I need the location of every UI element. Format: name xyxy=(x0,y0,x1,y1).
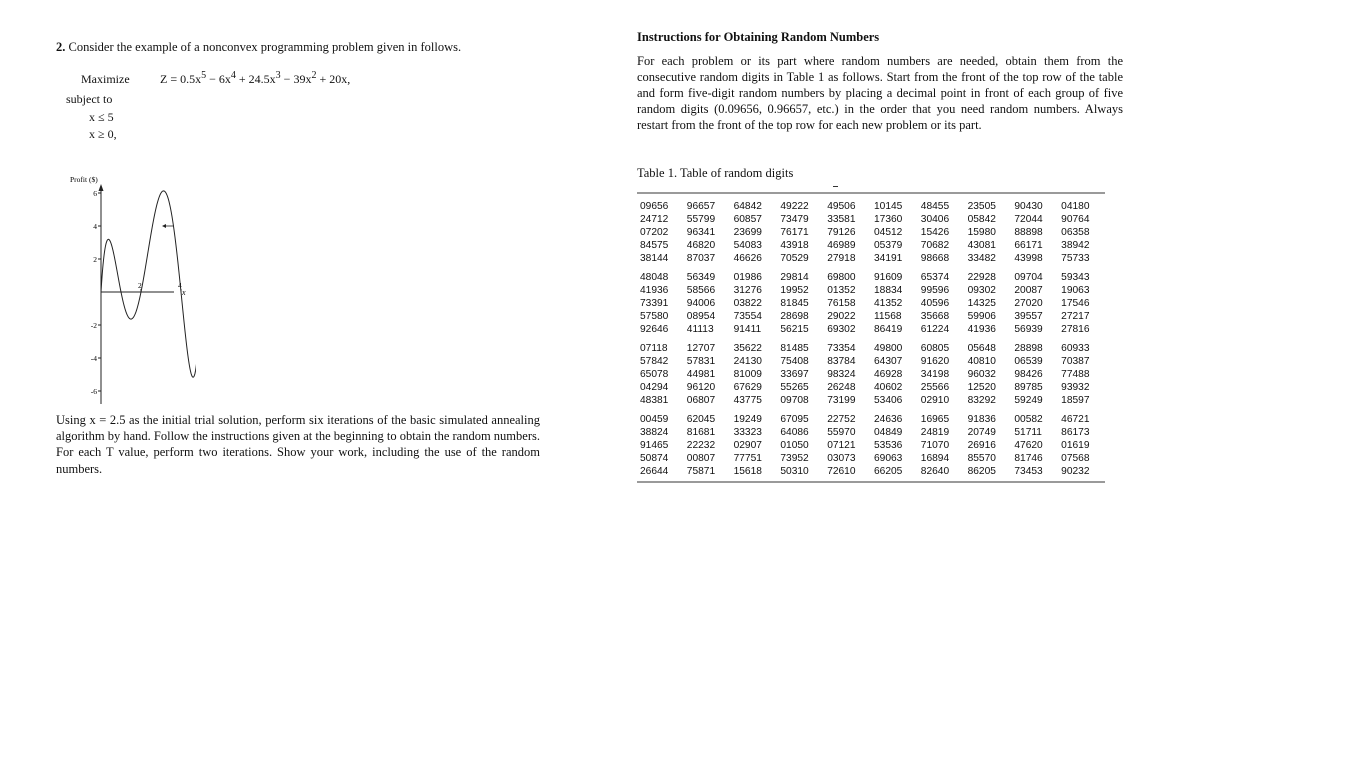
digits-grid xyxy=(637,200,1105,478)
table-cell: 67095 xyxy=(780,414,809,425)
table-cell: 04180 xyxy=(1061,201,1090,212)
y-ticks xyxy=(91,189,101,396)
table-cell: 00459 xyxy=(640,414,669,425)
table-cell: 83784 xyxy=(827,356,856,367)
x-axis-label: x xyxy=(182,288,186,297)
table-cell: 51711 xyxy=(1014,427,1042,438)
table-cell: 49506 xyxy=(827,201,856,212)
table-cell: 07121 xyxy=(827,440,856,451)
table-row xyxy=(637,426,1105,439)
table-row xyxy=(637,323,1105,336)
table-cell: 43081 xyxy=(967,240,996,251)
table-cell: 64086 xyxy=(780,427,809,438)
table-cell: 28698 xyxy=(780,311,809,322)
table-cell: 55799 xyxy=(686,214,716,225)
table-cell: 73453 xyxy=(1014,466,1043,477)
table-cell: 93932 xyxy=(1061,382,1090,393)
table-cell: 49800 xyxy=(873,343,903,354)
table-cell: 08954 xyxy=(686,311,716,322)
y-tick-label: -2 xyxy=(90,321,97,330)
table-cell: 91620 xyxy=(920,356,950,367)
table-cell: 16965 xyxy=(920,414,950,425)
y-axis-arrow-icon xyxy=(99,184,104,191)
profit-curve xyxy=(101,191,196,377)
table-cell: 50874 xyxy=(640,453,669,464)
table-cell: 12520 xyxy=(967,382,996,393)
table-cell: 22928 xyxy=(967,272,996,283)
table-cell: 19952 xyxy=(780,285,809,296)
table-cell: 49222 xyxy=(780,201,809,212)
table-cell: 81845 xyxy=(780,298,809,309)
table-rule-top xyxy=(637,192,1105,194)
table-cell: 09656 xyxy=(640,201,669,212)
table-cell: 43918 xyxy=(780,240,809,251)
table-cell: 26248 xyxy=(827,382,856,393)
table-cell: 35622 xyxy=(733,343,762,354)
subject-to-label: subject to xyxy=(66,92,113,106)
table-cell: 17360 xyxy=(873,214,903,225)
table-cell: 31276 xyxy=(733,285,762,296)
table-cell: 00807 xyxy=(686,453,716,464)
table-cell: 06807 xyxy=(686,395,716,406)
instructions-title: Instructions for Obtaining Random Numbers xyxy=(637,30,880,44)
table-cell: 98426 xyxy=(1014,369,1043,380)
table-cell: 02907 xyxy=(733,440,762,451)
x-ticks xyxy=(138,281,182,292)
left-column xyxy=(56,38,546,476)
table-cell: 20087 xyxy=(1014,285,1043,296)
table-row xyxy=(637,213,1105,226)
table-caption: Table 1. Table of random digits xyxy=(637,166,794,180)
table-cell: 47620 xyxy=(1014,440,1043,451)
table-cell: 69800 xyxy=(827,272,856,283)
table-cell: 73391 xyxy=(640,298,669,309)
table-cell: 34198 xyxy=(920,369,950,380)
table-cell: 46626 xyxy=(733,253,762,264)
table-cell: 85570 xyxy=(967,453,996,464)
table-cell: 75871 xyxy=(686,466,716,477)
table-row xyxy=(637,452,1105,465)
table-cell: 76171 xyxy=(780,227,809,238)
table-cell: 57580 xyxy=(640,311,669,322)
table-cell: 56349 xyxy=(686,272,716,283)
table-cell: 86419 xyxy=(873,324,903,335)
table-cell: 48455 xyxy=(920,201,950,212)
task-paragraph xyxy=(56,412,540,477)
profit-graph xyxy=(56,174,196,410)
table-cell: 96120 xyxy=(686,382,716,393)
table-cell: 38144 xyxy=(640,253,669,264)
table-cell: 04512 xyxy=(873,227,903,238)
table-cell: 40602 xyxy=(873,382,903,393)
table-cell: 22232 xyxy=(686,440,716,451)
table-cell: 33323 xyxy=(733,427,762,438)
table-cell: 15426 xyxy=(920,227,950,238)
y-tick-label: -6 xyxy=(90,387,97,396)
table-cell: 73199 xyxy=(827,395,856,406)
table-cell: 41936 xyxy=(967,324,996,335)
table-cell: 09704 xyxy=(1014,272,1043,283)
table-cell: 48048 xyxy=(640,272,669,283)
table-cell: 33581 xyxy=(827,214,856,225)
table-cell: 91411 xyxy=(733,324,762,335)
table-row xyxy=(637,271,1105,284)
table-cell: 72610 xyxy=(827,466,856,477)
table-cell: 29814 xyxy=(780,272,809,283)
table-cell: 18597 xyxy=(1061,395,1090,406)
table-cell: 94006 xyxy=(686,298,716,309)
table-cell: 24636 xyxy=(873,414,903,425)
table-cell: 81009 xyxy=(733,369,762,380)
table-cell: 26916 xyxy=(967,440,996,451)
table-row xyxy=(637,297,1105,310)
table-cell: 22752 xyxy=(827,414,856,425)
table-cell: 77751 xyxy=(733,453,762,464)
table-cell: 09708 xyxy=(780,395,809,406)
table-cell: 96032 xyxy=(967,369,996,380)
table-cell: 01619 xyxy=(1061,440,1090,451)
table-cell: 19249 xyxy=(733,414,762,425)
table-row xyxy=(637,310,1105,323)
table-cell: 91465 xyxy=(640,440,669,451)
table-cell: 19063 xyxy=(1061,285,1090,296)
table-cell: 38942 xyxy=(1061,240,1090,251)
y-tick-label: -4 xyxy=(90,354,97,363)
table-cell: 25566 xyxy=(920,382,950,393)
table-cell: 48381 xyxy=(640,395,669,406)
table-row xyxy=(637,368,1105,381)
table-cell: 90430 xyxy=(1014,201,1043,212)
table-cell: 91609 xyxy=(873,272,903,283)
table-cell: 98668 xyxy=(920,253,950,264)
table-cell: 73479 xyxy=(780,214,809,225)
table-cell: 61224 xyxy=(920,324,950,335)
y-tick-label: 2 xyxy=(93,255,97,264)
table-cell: 40596 xyxy=(920,298,950,309)
table-cell: 57831 xyxy=(686,356,716,367)
table-cell: 02910 xyxy=(920,395,950,406)
table-cell: 64842 xyxy=(733,201,762,212)
table-row xyxy=(637,342,1105,355)
table-cell: 56939 xyxy=(1014,324,1043,335)
table-row xyxy=(637,381,1105,394)
table-cell: 82640 xyxy=(920,466,950,477)
table-cell: 60805 xyxy=(920,343,950,354)
table-cell: 12707 xyxy=(686,343,716,354)
table-row xyxy=(637,226,1105,239)
table-row xyxy=(637,252,1105,265)
table-cell: 41113 xyxy=(686,324,714,335)
table-cell: 54083 xyxy=(733,240,762,251)
y-axis-label: Profit ($) xyxy=(70,175,98,184)
table-cell: 16894 xyxy=(920,453,950,464)
table-cell: 34191 xyxy=(873,253,903,264)
table-cell: 62045 xyxy=(686,414,716,425)
table-cell: 70529 xyxy=(780,253,809,264)
y-tick-label: 6 xyxy=(93,189,97,198)
table-cell: 76158 xyxy=(827,298,856,309)
table-cell: 59906 xyxy=(967,311,996,322)
table-cell: 88898 xyxy=(1014,227,1043,238)
table-cell: 39557 xyxy=(1014,311,1043,322)
task-text-body: x = 2.5 as the initial trial solution, perform six iterations of the basic simulated annealing algorithm by hand. Follow the instructions given at the beginning to obtain the random numbers. For each T value, perform two iterations. Show your work, including the use of the random numbers. xyxy=(56,413,541,476)
random-digits-table xyxy=(637,192,1105,483)
table-cell: 01050 xyxy=(780,440,809,451)
table-cell: 70682 xyxy=(920,240,950,251)
table-cell: 15618 xyxy=(733,466,762,477)
table-cell: 75733 xyxy=(1061,253,1090,264)
table-cell: 33697 xyxy=(780,369,809,380)
table-cell: 40810 xyxy=(967,356,996,367)
table-cell: 57842 xyxy=(640,356,669,367)
table-cell: 89785 xyxy=(1014,382,1043,393)
table-cell: 66205 xyxy=(873,466,903,477)
table-row xyxy=(637,439,1105,452)
table-cell: 58566 xyxy=(686,285,716,296)
table-cell: 18834 xyxy=(873,285,903,296)
table-cell: 77488 xyxy=(1061,369,1090,380)
table-cell: 60933 xyxy=(1061,343,1090,354)
table-cell: 35668 xyxy=(920,311,950,322)
table-cell: 43998 xyxy=(1014,253,1043,264)
table-cell: 53536 xyxy=(873,440,903,451)
table-cell: 05648 xyxy=(967,343,996,354)
table-cell: 60857 xyxy=(733,214,762,225)
table-cell: 91836 xyxy=(967,414,996,425)
table-cell: 69302 xyxy=(827,324,856,335)
table-cell: 86205 xyxy=(967,466,996,477)
table-cell: 03073 xyxy=(827,453,856,464)
table-cell: 84575 xyxy=(640,240,669,251)
table-cell: 23699 xyxy=(733,227,762,238)
table-cell: 55265 xyxy=(780,382,809,393)
table-cell: 66171 xyxy=(1014,240,1043,251)
maximize-label: Maximize xyxy=(81,72,130,86)
table-cell: 70387 xyxy=(1061,356,1090,367)
table-cell: 90764 xyxy=(1061,214,1090,225)
problem-text: Consider the example of a nonconvex programming problem given in follows. xyxy=(68,40,462,54)
table-cell: 06539 xyxy=(1014,356,1043,367)
table-cell: 79126 xyxy=(827,227,856,238)
table-row xyxy=(637,284,1105,297)
table-cell: 27918 xyxy=(827,253,856,264)
table-cell: 71070 xyxy=(920,440,950,451)
table-cell: 07568 xyxy=(1061,453,1090,464)
table-row xyxy=(637,200,1105,213)
table-cell: 09302 xyxy=(967,285,996,296)
table-cell: 65078 xyxy=(640,369,669,380)
table-cell: 07202 xyxy=(640,227,669,238)
pointer-arrow-icon xyxy=(162,224,166,228)
table-cell: 59343 xyxy=(1061,272,1090,283)
table-row xyxy=(637,465,1105,478)
objective-row xyxy=(81,70,350,87)
table-cell: 28898 xyxy=(1014,343,1043,354)
table-cell: 07118 xyxy=(640,343,668,354)
table-cell: 53406 xyxy=(873,395,903,406)
table-cell: 67629 xyxy=(733,382,762,393)
table-cell: 17546 xyxy=(1061,298,1090,309)
table-cell: 75408 xyxy=(780,356,809,367)
table-cell: 24819 xyxy=(920,427,950,438)
table-cell: 99596 xyxy=(920,285,950,296)
table-cell: 29022 xyxy=(827,311,856,322)
table-cell: 65374 xyxy=(920,272,950,283)
objective-function: $Z = 0.5x^5 - 6x^4 + 24.5x^3 - 39x^2 + 20x$, xyxy=(160,70,351,86)
table-cell: 23505 xyxy=(967,201,996,212)
right-column xyxy=(637,30,1123,477)
table-cell: 86173 xyxy=(1061,427,1090,438)
table-cell: 27020 xyxy=(1014,298,1043,309)
table-cell: 96657 xyxy=(686,201,716,212)
x-tick-label: 4 xyxy=(178,281,182,290)
task-text-lead: Using xyxy=(56,413,86,427)
table-cell: 44981 xyxy=(686,369,716,380)
table-cell: 90232 xyxy=(1061,466,1090,477)
table-cell: 24130 xyxy=(733,356,762,367)
table-cell: 26644 xyxy=(640,466,669,477)
problem-statement xyxy=(56,38,546,56)
table-cell: 20749 xyxy=(967,427,996,438)
table-cell: 05379 xyxy=(873,240,903,251)
table-cell: 30406 xyxy=(920,214,950,225)
table-cell: 64307 xyxy=(873,356,903,367)
table-cell: 83292 xyxy=(967,395,996,406)
table-cell: 41352 xyxy=(873,298,903,309)
table-row xyxy=(637,413,1105,426)
table-cell: 14325 xyxy=(967,298,996,309)
table-cell: 04849 xyxy=(873,427,903,438)
table-cell: 81746 xyxy=(1014,453,1043,464)
table-cell: 41936 xyxy=(640,285,669,296)
table-cell: 43775 xyxy=(733,395,762,406)
x-tick-label: 2 xyxy=(138,281,142,290)
table-cell: 11568 xyxy=(873,311,902,322)
table-cell: 01352 xyxy=(827,285,856,296)
instructions-body: For each problem or its part where random numbers are needed, obtain them from the consecutive random digits in Table 1 as follows. Start from the front of the top row of the table and form five-digit random numbers by placing a decimal point in front of each group of five random digits (0.09656, 0.96657, etc.) in the order that you need random numbers. Always restart from the front of the top row for each new problem or its part. xyxy=(637,54,1123,132)
table-rule-bottom xyxy=(637,481,1105,483)
table-cell: 56215 xyxy=(780,324,809,335)
table-cell: 04294 xyxy=(640,382,669,393)
table-cell: 46721 xyxy=(1061,414,1090,425)
table-cell: 69063 xyxy=(873,453,903,464)
table-cell: 05842 xyxy=(967,214,996,225)
table-cell: 03822 xyxy=(733,298,762,309)
problem-number: 2. xyxy=(56,40,66,54)
table-cell: 59249 xyxy=(1014,395,1043,406)
table-cell: 87037 xyxy=(686,253,716,264)
table-cell: 27217 xyxy=(1061,311,1090,322)
constraint-lower: x ≥ 0, xyxy=(89,127,117,141)
table-cell: 81681 xyxy=(686,427,716,438)
table-cell: 73554 xyxy=(733,311,762,322)
table-cell: 06358 xyxy=(1061,227,1090,238)
table-cell: 73952 xyxy=(780,453,809,464)
table-cell: 92646 xyxy=(640,324,669,335)
table-cell: 10145 xyxy=(873,201,903,212)
table-cell: 01986 xyxy=(733,272,762,283)
table-cell: 50310 xyxy=(780,466,809,477)
table-cell: 81485 xyxy=(780,343,809,354)
table-cell: 24712 xyxy=(640,214,669,225)
table-cell: 46989 xyxy=(827,240,856,251)
table-cell: 73354 xyxy=(827,343,856,354)
table-cell: 46820 xyxy=(686,240,716,251)
y-tick-label: 4 xyxy=(93,222,97,231)
table-cell: 33482 xyxy=(967,253,996,264)
table-cell: 55970 xyxy=(827,427,856,438)
table-cell: 15980 xyxy=(967,227,996,238)
table-cell: 46928 xyxy=(873,369,903,380)
table-row xyxy=(637,355,1105,368)
constraint-upper: x ≤ 5 xyxy=(89,110,114,124)
table-cell: 72044 xyxy=(1014,214,1043,225)
table-row xyxy=(637,239,1105,252)
table-cell: 98324 xyxy=(827,369,856,380)
table-cell: 96341 xyxy=(686,227,716,238)
table-cell: 38824 xyxy=(640,427,669,438)
table-cell: 00582 xyxy=(1014,414,1043,425)
rule-tick xyxy=(833,186,838,187)
table-cell: 27816 xyxy=(1061,324,1090,335)
table-row xyxy=(637,394,1105,407)
